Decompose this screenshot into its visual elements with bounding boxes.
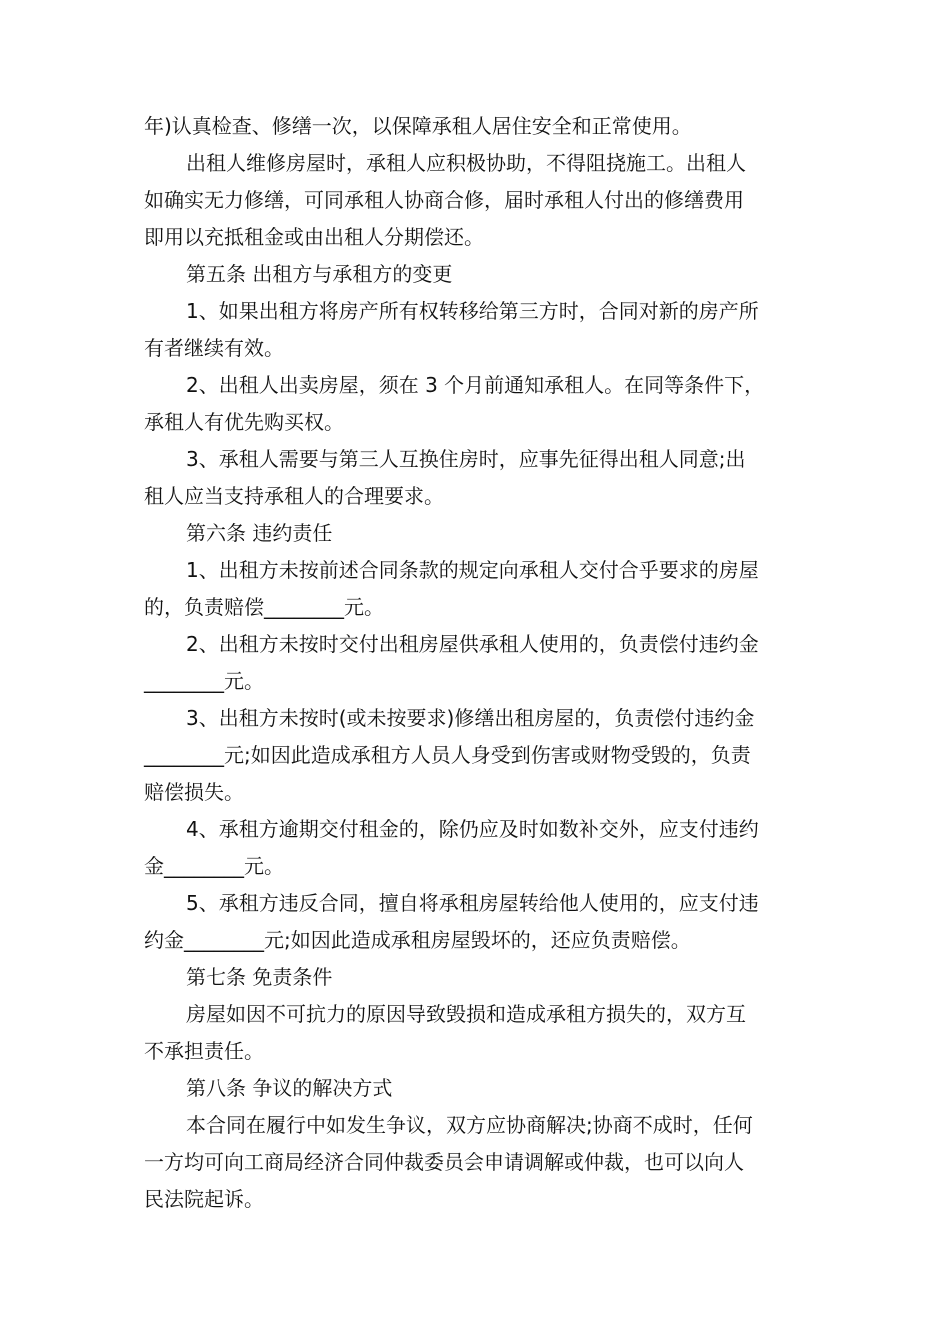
paragraph [144, 293, 808, 367]
paragraph [144, 996, 808, 1070]
text-line: 金________元。 [144, 854, 284, 878]
paragraph [144, 626, 808, 700]
paragraph [144, 441, 808, 515]
text-line: 租人应当支持承租人的合理要求。 [144, 484, 444, 508]
text-line: 4、承租方逾期交付租金的，除仍应及时如数补交外，应支付违约 [186, 817, 759, 841]
text-line: 2、出租方未按时交付出租房屋供承租人使用的，负责偿付违约金 [186, 632, 759, 656]
contract-body [144, 108, 808, 1218]
text-line: 的，负责赔偿________元。 [144, 595, 384, 619]
paragraph [144, 552, 808, 626]
paragraph [144, 700, 808, 811]
text-line: 承租人有优先购买权。 [144, 410, 344, 434]
text-line: 即用以充抵租金或由出租人分期偿还。 [144, 225, 484, 249]
text-line: 赔偿损失。 [144, 780, 244, 804]
text-line: 1、出租方未按前述合同条款的规定向承租人交付合乎要求的房屋 [186, 558, 759, 582]
text-line: ________元;如因此造成承租方人员人身受到伤害或财物受毁的，负责 [144, 743, 751, 767]
paragraph [144, 885, 808, 959]
text-line: 3、出租方未按时(或未按要求)修缮出租房屋的，负责偿付违约金 [186, 706, 755, 730]
text-line: 房屋如因不可抗力的原因导致毁损和造成承租方损失的，双方互 [186, 1002, 746, 1026]
paragraph [144, 367, 808, 441]
text-line: 5、承租方违反合同，擅自将承租房屋转给他人使用的，应支付违 [186, 891, 759, 915]
paragraph [144, 811, 808, 885]
text-line: 本合同在履行中如发生争议，双方应协商解决;协商不成时，任何 [186, 1113, 753, 1137]
text-line: 民法院起诉。 [144, 1187, 264, 1211]
text-line: 如确实无力修缮，可同承租人协商合修，届时承租人付出的修缮费用 [144, 188, 744, 212]
paragraph [144, 1070, 808, 1107]
text-line: 1、如果出租方将房产所有权转移给第三方时，合同对新的房产所 [186, 299, 759, 323]
text-line: 第六条 违约责任 [186, 521, 333, 545]
text-line: 一方均可向工商局经济合同仲裁委员会申请调解或仲裁，也可以向人 [144, 1150, 744, 1174]
paragraph [144, 145, 808, 256]
paragraph [144, 1107, 808, 1218]
text-line: 不承担责任。 [144, 1039, 264, 1063]
text-line: 2、出租人出卖房屋，须在 3 个月前通知承租人。在同等条件下， [186, 373, 765, 397]
text-line: 年)认真检查、修缮一次，以保障承租人居住安全和正常使用。 [144, 114, 692, 138]
text-line: 约金________元;如因此造成承租房屋毁坏的，还应负责赔偿。 [144, 928, 691, 952]
text-line: 有者继续有效。 [144, 336, 284, 360]
paragraph [144, 256, 808, 293]
paragraph [144, 515, 808, 552]
text-line: 3、承租人需要与第三人互换住房时，应事先征得出租人同意;出 [186, 447, 746, 471]
text-line: 第七条 免责条件 [186, 965, 333, 989]
text-line: 第五条 出租方与承租方的变更 [186, 262, 453, 286]
paragraph [144, 108, 808, 145]
text-line: 出租人维修房屋时，承租人应积极协助，不得阻挠施工。出租人 [186, 151, 746, 175]
text-line: 第八条 争议的解决方式 [186, 1076, 393, 1100]
text-line: ________元。 [144, 669, 264, 693]
paragraph [144, 959, 808, 996]
